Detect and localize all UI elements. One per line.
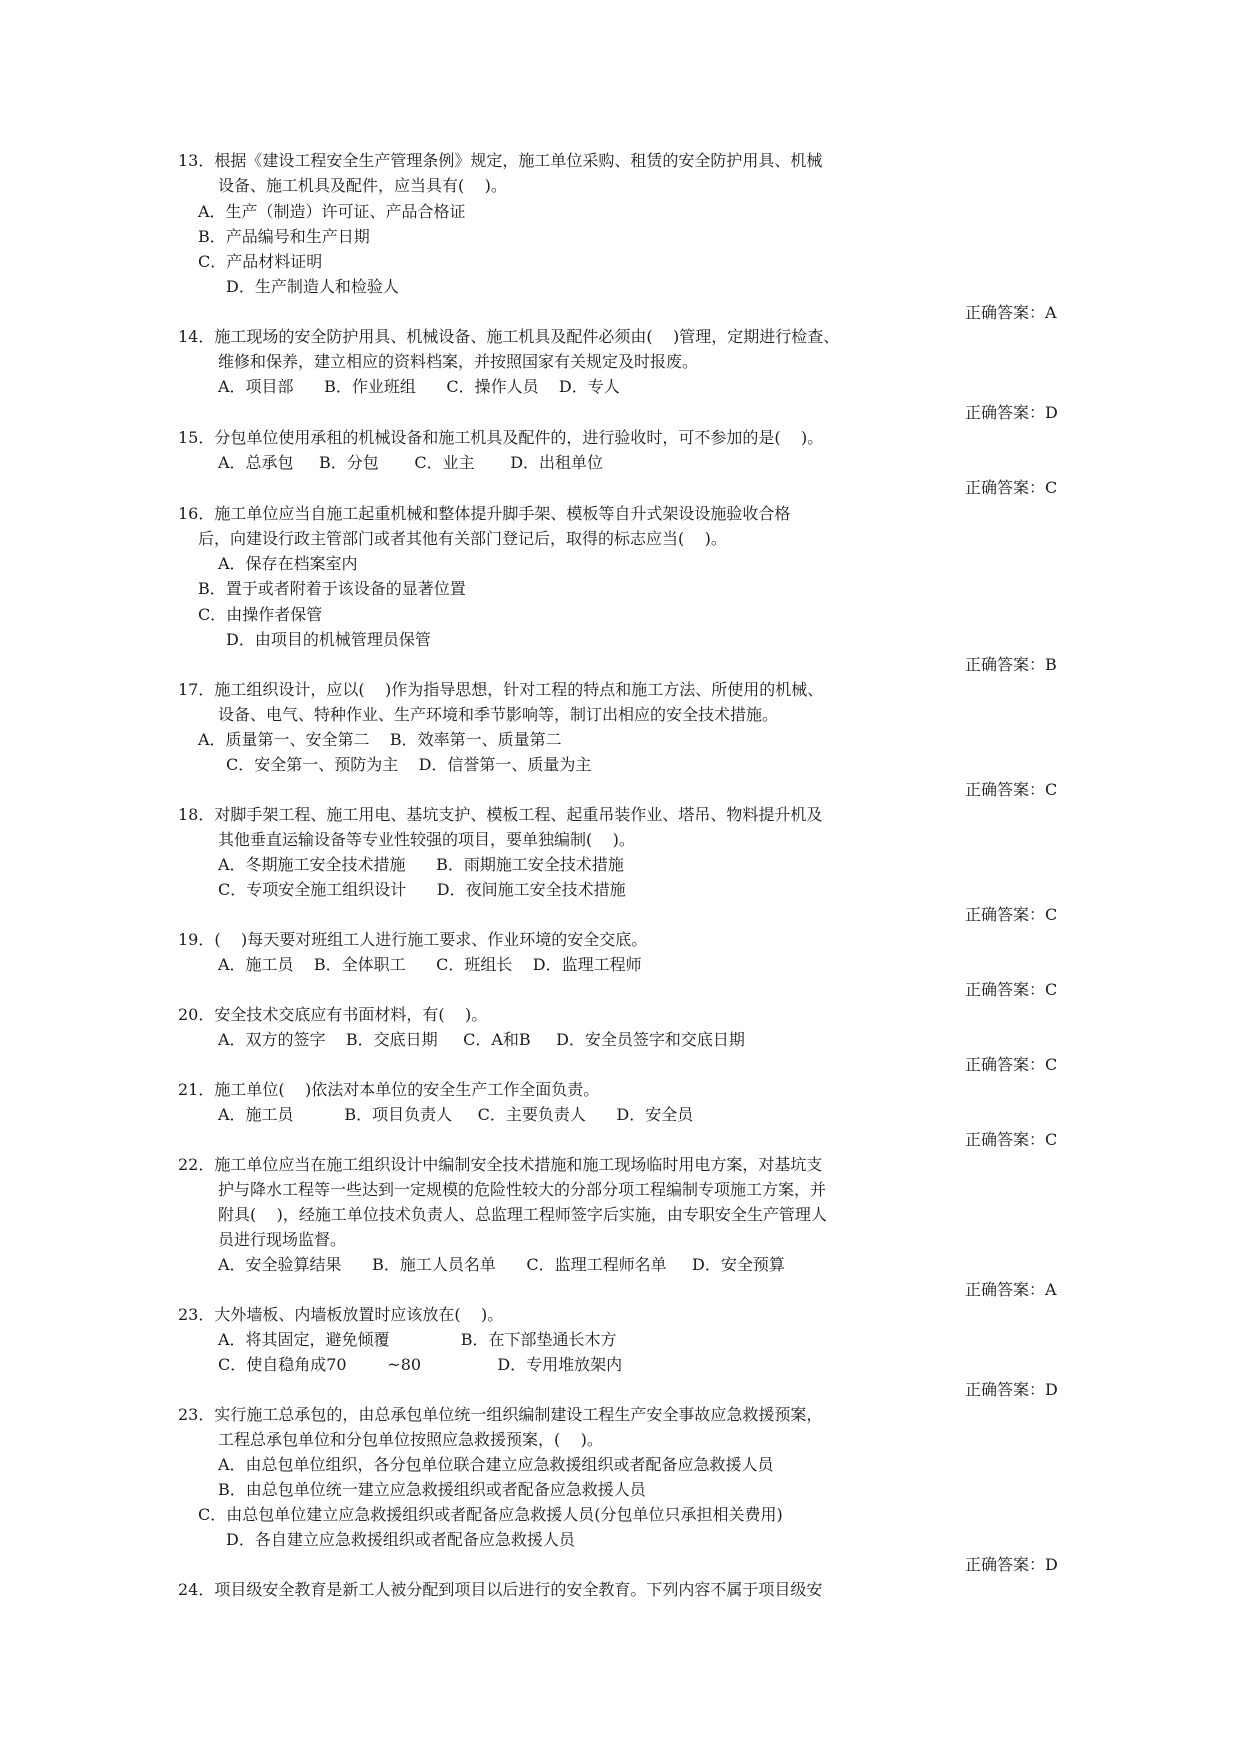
question-stem-line: 21．施工单位( )依法对本单位的安全生产工作全面负责。 bbox=[178, 1080, 600, 1099]
option-row: A．安全验算结果 B．施工人员名单 C．监理工程师名单 D．安全预算 bbox=[218, 1255, 785, 1274]
question-stem-line: 20．安全技术交底应有书面材料，有( )。 bbox=[178, 1005, 488, 1024]
option-a: A．生产（制造）许可证、产品合格证 bbox=[198, 202, 466, 221]
option-row: A．施工员 B．项目负责人 C．主要负责人 D．安全员 bbox=[218, 1105, 694, 1124]
option-c: C．由操作者保管 bbox=[198, 605, 323, 624]
option-d: D．各自建立应急救援组织或者配备应急救援人员 bbox=[226, 1530, 575, 1549]
option-row: A．质量第一、安全第二 B．效率第一、质量第二 bbox=[198, 730, 562, 749]
question-stem-line: 17．施工组织设计，应以( )作为指导思想，针对工程的特点和施工方法、所使用的机械、 bbox=[178, 680, 824, 699]
option-d: D．由项目的机械管理员保管 bbox=[226, 630, 431, 649]
question-stem-line: 18．对脚手架工程、施工用电、基坑支护、模板工程、起重吊装作业、塔吊、物料提升机及 bbox=[178, 805, 823, 824]
correct-answer: 正确答案：A bbox=[965, 1280, 1057, 1299]
option-b: B．产品编号和生产日期 bbox=[198, 227, 370, 246]
correct-answer: 正确答案：D bbox=[965, 1555, 1058, 1574]
question-stem-line: 13．根据《建设工程安全生产管理条例》规定，施工单位采购、租赁的安全防护用具、机械 bbox=[178, 151, 823, 170]
question-stem-line: 19．( )每天要对班组工人进行施工要求、作业环境的安全交底。 bbox=[178, 930, 648, 949]
option-c: C．产品材料证明 bbox=[198, 252, 323, 271]
correct-answer: 正确答案：C bbox=[965, 1130, 1058, 1149]
option-row: A．冬期施工安全技术措施 B．雨期施工安全技术措施 bbox=[218, 855, 624, 874]
question-stem-line: 15．分包单位使用承租的机械设备和施工机具及配件的，进行验收时，可不参加的是( )。 bbox=[178, 428, 824, 447]
question-stem-line: 后，向建设行政主管部门或者其他有关部门登记后，取得的标志应当( )。 bbox=[198, 529, 727, 548]
option-row: A．总承包 B．分包 C．业主 D．出租单位 bbox=[218, 453, 604, 472]
correct-answer: 正确答案：C bbox=[965, 980, 1058, 999]
question-stem-line: 员进行现场监督。 bbox=[218, 1230, 347, 1249]
question-stem-line: 工程总承包单位和分包单位按照应急救援预案，( )。 bbox=[218, 1430, 603, 1449]
question-stem-line: 23．大外墙板、内墙板放置时应该放在( )。 bbox=[178, 1305, 504, 1324]
correct-answer: 正确答案：D bbox=[965, 403, 1058, 422]
option-c: C．由总包单位建立应急救援组织或者配备应急救援人员(分包单位只承担相关费用) bbox=[198, 1505, 783, 1524]
option-row: C．专项安全施工组织设计 D．夜间施工安全技术措施 bbox=[218, 880, 626, 899]
correct-answer: 正确答案：C bbox=[965, 780, 1058, 799]
correct-answer: 正确答案：C bbox=[965, 478, 1058, 497]
option-b: B．由总包单位统一建立应急救援组织或者配备应急救援人员 bbox=[218, 1480, 646, 1499]
question-stem-line: 附具( )，经施工单位技术负责人、总监理工程师签字后实施，由专职安全生产管理人 bbox=[218, 1205, 827, 1224]
option-row: A．项目部 B．作业班组 C．操作人员 D．专人 bbox=[218, 377, 620, 396]
option-a: A．保存在档案室内 bbox=[218, 554, 358, 573]
option-row: A．双方的签字 B．交底日期 C．A和B D．安全员签字和交底日期 bbox=[218, 1030, 745, 1049]
question-stem-line: 24．项目级安全教育是新工人被分配到项目以后进行的安全教育。下列内容不属于项目级安 bbox=[178, 1580, 823, 1599]
option-row: A．将其固定，避免倾覆 B．在下部垫通长木方 bbox=[218, 1330, 617, 1349]
option-a: A．由总包单位组织，各分包单位联合建立应急救援组织或者配备应急救援人员 bbox=[218, 1455, 774, 1474]
correct-answer: 正确答案：D bbox=[965, 1380, 1058, 1399]
question-stem-line: 16．施工单位应当自施工起重机械和整体提升脚手架、模板等自升式架设设施验收合格 bbox=[178, 504, 791, 523]
correct-answer: 正确答案：C bbox=[965, 1055, 1058, 1074]
question-stem-line: 14．施工现场的安全防护用具、机械设备、施工机具及配件必须由( )管理，定期进行检查、 bbox=[178, 327, 840, 346]
option-b: B．置于或者附着于该设备的显著位置 bbox=[198, 579, 466, 598]
correct-answer: 正确答案：B bbox=[965, 655, 1057, 674]
option-row: C．使自稳角成70 ~80 D．专用堆放架内 bbox=[218, 1355, 623, 1374]
question-stem-line: 护与降水工程等一些达到一定规模的危险性较大的分部分项工程编制专项施工方案，并 bbox=[218, 1180, 827, 1199]
option-d: D．生产制造人和检验人 bbox=[226, 277, 399, 296]
correct-answer: 正确答案：A bbox=[965, 303, 1057, 322]
question-stem-line: 23．实行施工总承包的，由总承包单位统一组织编制建设工程生产安全事故应急救援预案， bbox=[178, 1405, 823, 1424]
question-stem-line: 22．施工单位应当在施工组织设计中编制安全技术措施和施工现场临时用电方案，对基坑支 bbox=[178, 1155, 823, 1174]
correct-answer: 正确答案：C bbox=[965, 905, 1058, 924]
question-stem-line: 维修和保养，建立相应的资料档案，并按照国家有关规定及时报废。 bbox=[218, 352, 699, 371]
option-row: C．安全第一、预防为主 D．信誉第一、质量为主 bbox=[226, 755, 592, 774]
question-stem-line: 设备、施工机具及配件，应当具有( )。 bbox=[218, 176, 507, 195]
question-stem-line: 其他垂直运输设备等专业性较强的项目，要单独编制( )。 bbox=[218, 830, 635, 849]
question-stem-line: 设备、电气、特种作业、生产环境和季节影响等，制订出相应的安全技术措施。 bbox=[218, 705, 779, 724]
option-row: A．施工员 B．全体职工 C．班组长 D．监理工程师 bbox=[218, 955, 642, 974]
